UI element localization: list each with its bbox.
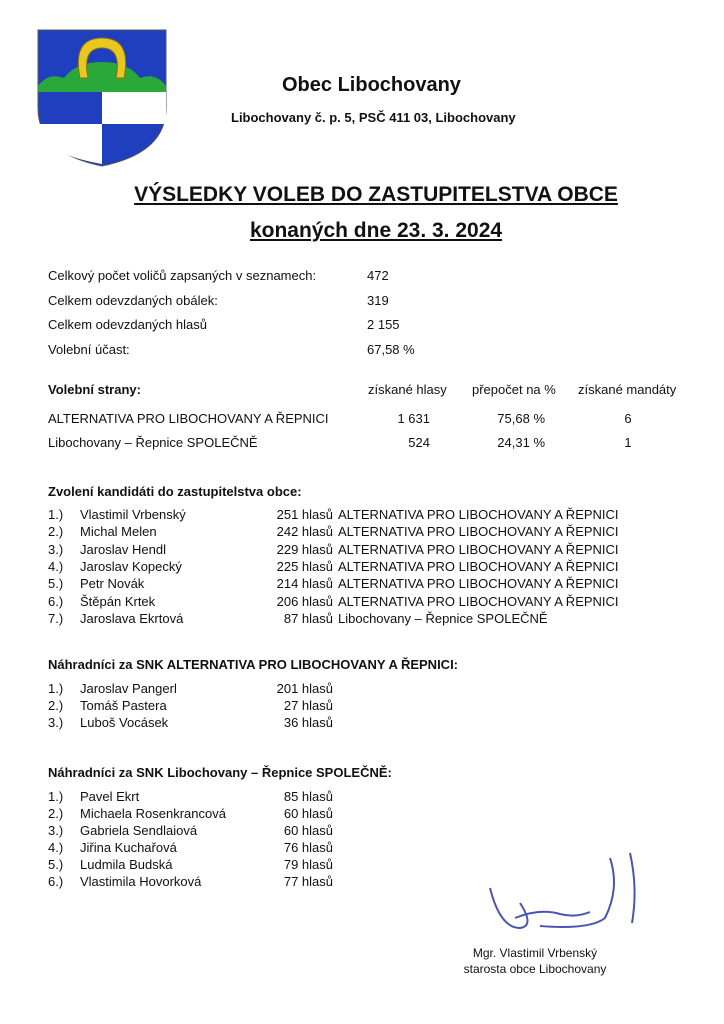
column-header-percent: přepočet na %	[472, 382, 556, 397]
signatory-role: starosta obce Libochovany	[463, 962, 607, 976]
row-number: 1.)	[48, 507, 64, 522]
candidate-votes: 251 hlasů	[276, 507, 333, 522]
page-title: VÝSLEDKY VOLEB DO ZASTUPITELSTVA OBCE	[134, 183, 618, 206]
stat-value: 472	[367, 268, 389, 283]
candidate-party: ALTERNATIVA PRO LIBOCHOVANY A ŘEPNICI	[338, 507, 619, 522]
page-subtitle: konaných dne 23. 3. 2024	[249, 219, 503, 242]
stat-label: Celkem odevzdaných hlasů	[48, 317, 207, 332]
candidate-votes: 36 hlasů	[283, 715, 333, 730]
candidate-votes: 201 hlasů	[276, 681, 333, 696]
row-number: 7.)	[48, 610, 64, 626]
candidate-name: Ludmila Budská	[80, 857, 173, 872]
party-percent: 75,68 %	[497, 411, 545, 426]
candidate-name: Jaroslav Kopecký	[80, 558, 182, 574]
stat-value: 67,58 %	[367, 342, 415, 357]
candidate-party: ALTERNATIVA PRO LIBOCHOVANY A ŘEPNICI	[338, 558, 619, 574]
candidate-name: Tomáš Pastera	[80, 698, 167, 713]
candidate-name: Jaroslav Pangerl	[80, 681, 177, 696]
row-number: 5.)	[48, 857, 64, 872]
signatory-name: Mgr. Vlastimil Vrbenský	[472, 946, 598, 960]
candidate-votes: 27 hlasů	[283, 698, 333, 713]
subs1-heading: Náhradníci za SNK ALTERNATIVA PRO LIBOCHOVANY A ŘEPNICI:	[48, 657, 459, 672]
party-votes: 524	[408, 435, 430, 450]
coat-of-arms-icon	[36, 28, 168, 168]
candidate-name: Štěpán Krtek	[80, 593, 156, 609]
candidate-name: Michaela Rosenkrancová	[80, 806, 226, 821]
stat-label: Celkem odevzdaných obálek:	[48, 293, 218, 308]
row-number: 2.)	[48, 698, 64, 713]
candidate-name: Vlastimila Hovorková	[80, 874, 202, 889]
row-number: 2.)	[48, 524, 64, 540]
candidate-votes: 225 hlasů	[276, 558, 333, 574]
candidate-party: ALTERNATIVA PRO LIBOCHOVANY A ŘEPNICI	[338, 524, 619, 540]
parties-heading: Volební strany:	[48, 382, 141, 397]
municipality-address: Libochovany č. p. 5, PSČ 411 03, Libochovany	[231, 110, 516, 125]
candidate-party: ALTERNATIVA PRO LIBOCHOVANY A ŘEPNICI	[338, 541, 619, 557]
candidate-votes: 229 hlasů	[276, 541, 333, 557]
candidate-name: Luboš Vocásek	[80, 715, 169, 730]
row-number: 5.)	[48, 576, 64, 592]
stat-label: Volební účast:	[48, 342, 130, 357]
party-votes: 1 631	[397, 411, 430, 426]
municipality-title: Obec Libochovany	[282, 74, 461, 96]
candidate-name: Jaroslava Ekrtová	[80, 610, 184, 626]
row-number: 3.)	[48, 541, 64, 557]
row-number: 4.)	[48, 558, 64, 574]
subs2-heading: Náhradníci za SNK Libochovany – Řepnice SPOLEČNĚ:	[48, 765, 392, 780]
candidate-name: Michal Melen	[80, 524, 157, 540]
row-number: 3.)	[48, 823, 64, 838]
candidate-name: Petr Novák	[80, 576, 145, 592]
row-number: 6.)	[48, 593, 64, 609]
row-number: 6.)	[48, 874, 64, 889]
stat-value: 2 155	[367, 317, 400, 332]
candidate-party: ALTERNATIVA PRO LIBOCHOVANY A ŘEPNICI	[338, 593, 619, 609]
row-number: 2.)	[48, 806, 64, 821]
candidate-votes: 87 hlasů	[283, 610, 333, 626]
row-number: 3.)	[48, 715, 64, 730]
signature-icon	[480, 848, 645, 938]
candidate-votes: 214 hlasů	[276, 576, 333, 592]
candidate-votes: 77 hlasů	[283, 874, 333, 889]
candidate-votes: 242 hlasů	[276, 524, 333, 540]
candidate-votes: 76 hlasů	[283, 840, 333, 855]
party-name: Libochovany – Řepnice SPOLEČNĚ	[48, 435, 258, 450]
candidate-votes: 79 hlasů	[283, 857, 333, 872]
candidate-name: Jiřina Kuchařová	[80, 840, 177, 855]
column-header-mandates: získané mandáty	[578, 382, 677, 397]
column-header-votes: získané hlasy	[368, 382, 447, 397]
candidate-name: Gabriela Sendlaiová	[80, 823, 198, 838]
stat-value: 319	[367, 293, 389, 308]
party-percent: 24,31 %	[497, 435, 545, 450]
candidate-votes: 85 hlasů	[283, 789, 333, 804]
elected-heading: Zvolení kandidáti do zastupitelstva obce:	[48, 484, 302, 499]
candidate-name: Jaroslav Hendl	[80, 541, 166, 557]
party-mandates: 1	[624, 435, 632, 450]
party-mandates: 6	[624, 411, 632, 426]
row-number: 1.)	[48, 789, 64, 804]
candidate-votes: 206 hlasů	[276, 593, 333, 609]
row-number: 4.)	[48, 840, 64, 855]
row-number: 1.)	[48, 681, 64, 696]
party-name: ALTERNATIVA PRO LIBOCHOVANY A ŘEPNICI	[48, 411, 329, 426]
candidate-name: Pavel Ekrt	[80, 789, 140, 804]
candidate-party: Libochovany – Řepnice SPOLEČNĚ	[338, 610, 548, 626]
candidate-name: Vlastimil Vrbenský	[80, 507, 186, 522]
candidate-votes: 60 hlasů	[283, 823, 333, 838]
stat-label: Celkový počet voličů zapsaných v seznamech:	[48, 268, 317, 283]
candidate-party: ALTERNATIVA PRO LIBOCHOVANY A ŘEPNICI	[338, 576, 619, 592]
candidate-votes: 60 hlasů	[283, 806, 333, 821]
